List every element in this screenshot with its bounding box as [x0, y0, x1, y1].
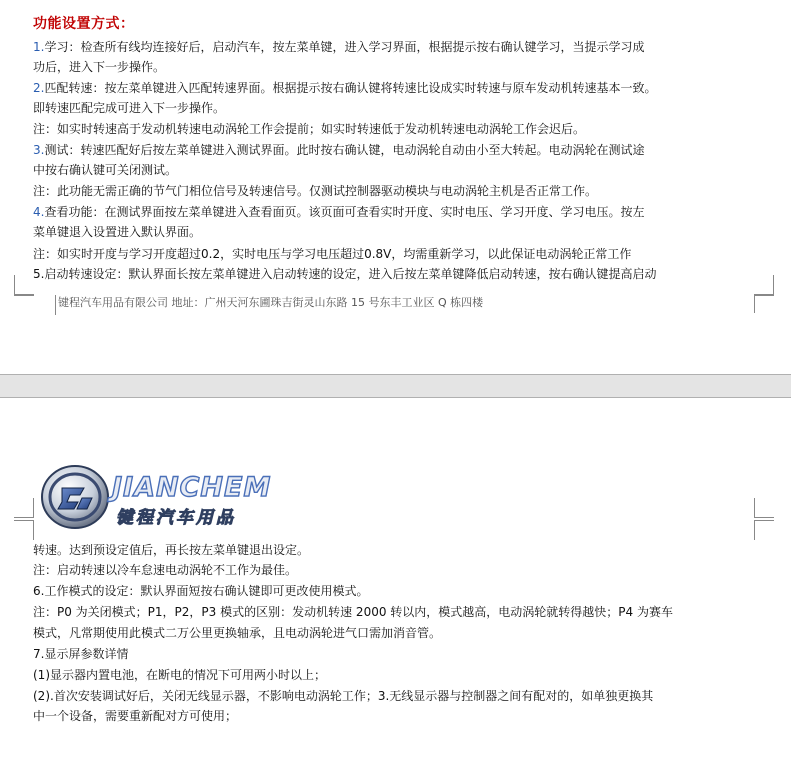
- document-page-2: [0, 398, 791, 773]
- line-number: 2.: [33, 81, 45, 95]
- text-line: 注：P0 为关闭模式；P1，P2，P3 模式的区别：发动机转速 2000 转以内，模式越高，电动涡轮就转得越快；P4 为赛车: [33, 605, 673, 619]
- line-number: 1.: [33, 40, 45, 54]
- text-line: [33, 203, 644, 222]
- line-text: 注：此功能无需正确的节气门相位信号及转速信号。仅测试控制器驱动模块与电动涡轮主机是否正常工作。: [33, 184, 598, 198]
- line-number: 4.: [33, 205, 45, 219]
- company-logo: [40, 462, 290, 532]
- text-line: 模式，凡常期使用此模式二万公里更换轴承，且电动涡轮进气口需加消音管。: [33, 626, 442, 640]
- line-text: 查看功能：在测试界面按左菜单键进入查看面页。该页面可查看实时开度、实时电压、学习开度、学习电压。按左: [44, 205, 645, 219]
- logo-emblem-icon: [40, 462, 110, 532]
- document-page-1: [0, 0, 791, 374]
- line-text: 菜单键退入设置进入默认界面。: [33, 225, 202, 239]
- text-line: [33, 265, 656, 284]
- line-text: 中按右确认键可关闭测试。: [33, 163, 178, 177]
- text-line: (1)显示器内置电池，在断电的情况下可用两小时以上；: [33, 668, 327, 682]
- page-corner-mark: [754, 295, 774, 313]
- text-line: 6.工作模式的设定：默认界面短按右确认键即可更改使用模式。: [33, 584, 369, 598]
- section-title: 功能设置方式：: [33, 16, 135, 32]
- line-text: 5.启动转速设定：默认界面长按左菜单键进入启动转速的设定，进入后按左菜单键降低启动转速，按右确认键提高启动: [33, 267, 657, 281]
- page-separator: [0, 374, 791, 398]
- page-corner-mark: [36, 295, 56, 315]
- page-corner-mark: [14, 275, 34, 295]
- text-line: [33, 38, 644, 57]
- page-corner-mark: [754, 520, 774, 540]
- text-line: 7.显示屏参数详情: [33, 647, 129, 661]
- page-corner-mark: [14, 520, 34, 540]
- logo-text-cn: 键程汽车用品: [116, 508, 236, 528]
- text-line: [33, 58, 165, 77]
- text-line: [33, 182, 597, 201]
- line-text: 注：如实时开度与学习开度超过0.2，实时电压与学习电压超过0.8V，均需重新学习，以此保证电动涡轮正常工作: [33, 247, 632, 261]
- text-line: (2).首次安装调试好后，关闭无线显示器，不影响电动涡轮工作；3.无线显示器与控制器之间有配对的，如单独更换其: [33, 689, 654, 703]
- text-line: [33, 141, 644, 160]
- line-text: 测试：转速匹配好后按左菜单键进入测试界面。此时按右确认键，电动涡轮自动由小至大转起。电动涡轮在测试途: [44, 143, 645, 157]
- text-line: 转速。达到预设定值后，再长按左菜单键退出设定。: [33, 543, 310, 557]
- page-corner-mark: [754, 275, 774, 295]
- text-line: [33, 99, 225, 118]
- line-text: 注：如实时转速高于发动机转速电动涡轮工作会提前；如实时转速低于发动机转速电动涡轮工作会迟后。: [33, 122, 586, 136]
- text-line: [33, 245, 631, 264]
- page-corner-mark: [754, 498, 774, 518]
- text-line: [33, 79, 656, 98]
- text-line: [33, 120, 585, 139]
- text-line: [33, 161, 177, 180]
- page-corner-mark: [14, 498, 34, 518]
- page-footer-address: 键程汽车用品有限公司 地址：广州天河东圃珠吉街灵山东路 15 号东丰工业区 Q 栋四楼: [58, 296, 484, 309]
- text-line: 中一个设备，需要重新配对方可使用；: [33, 709, 238, 723]
- line-text: 学习：检查所有线均连接好后，启动汽车，按左菜单键，进入学习界面，根据提示按右确认键学习，当提示学习成: [44, 40, 645, 54]
- line-text: 匹配转速：按左菜单键进入匹配转速界面。根据提示按右确认键将转速比设成实时转速与原车发动机转速基本一致。: [44, 81, 657, 95]
- line-number: 3.: [33, 143, 45, 157]
- line-text: 功后，进入下一步操作。: [33, 60, 166, 74]
- text-line: 注：启动转速以冷车怠速电动涡轮不工作为最佳。: [33, 563, 298, 577]
- logo-text-en: JIANCHEM: [112, 472, 272, 503]
- line-text: 即转速匹配完成可进入下一步操作。: [33, 101, 226, 115]
- text-line: [33, 223, 201, 242]
- page-corner-mark: [14, 295, 34, 313]
